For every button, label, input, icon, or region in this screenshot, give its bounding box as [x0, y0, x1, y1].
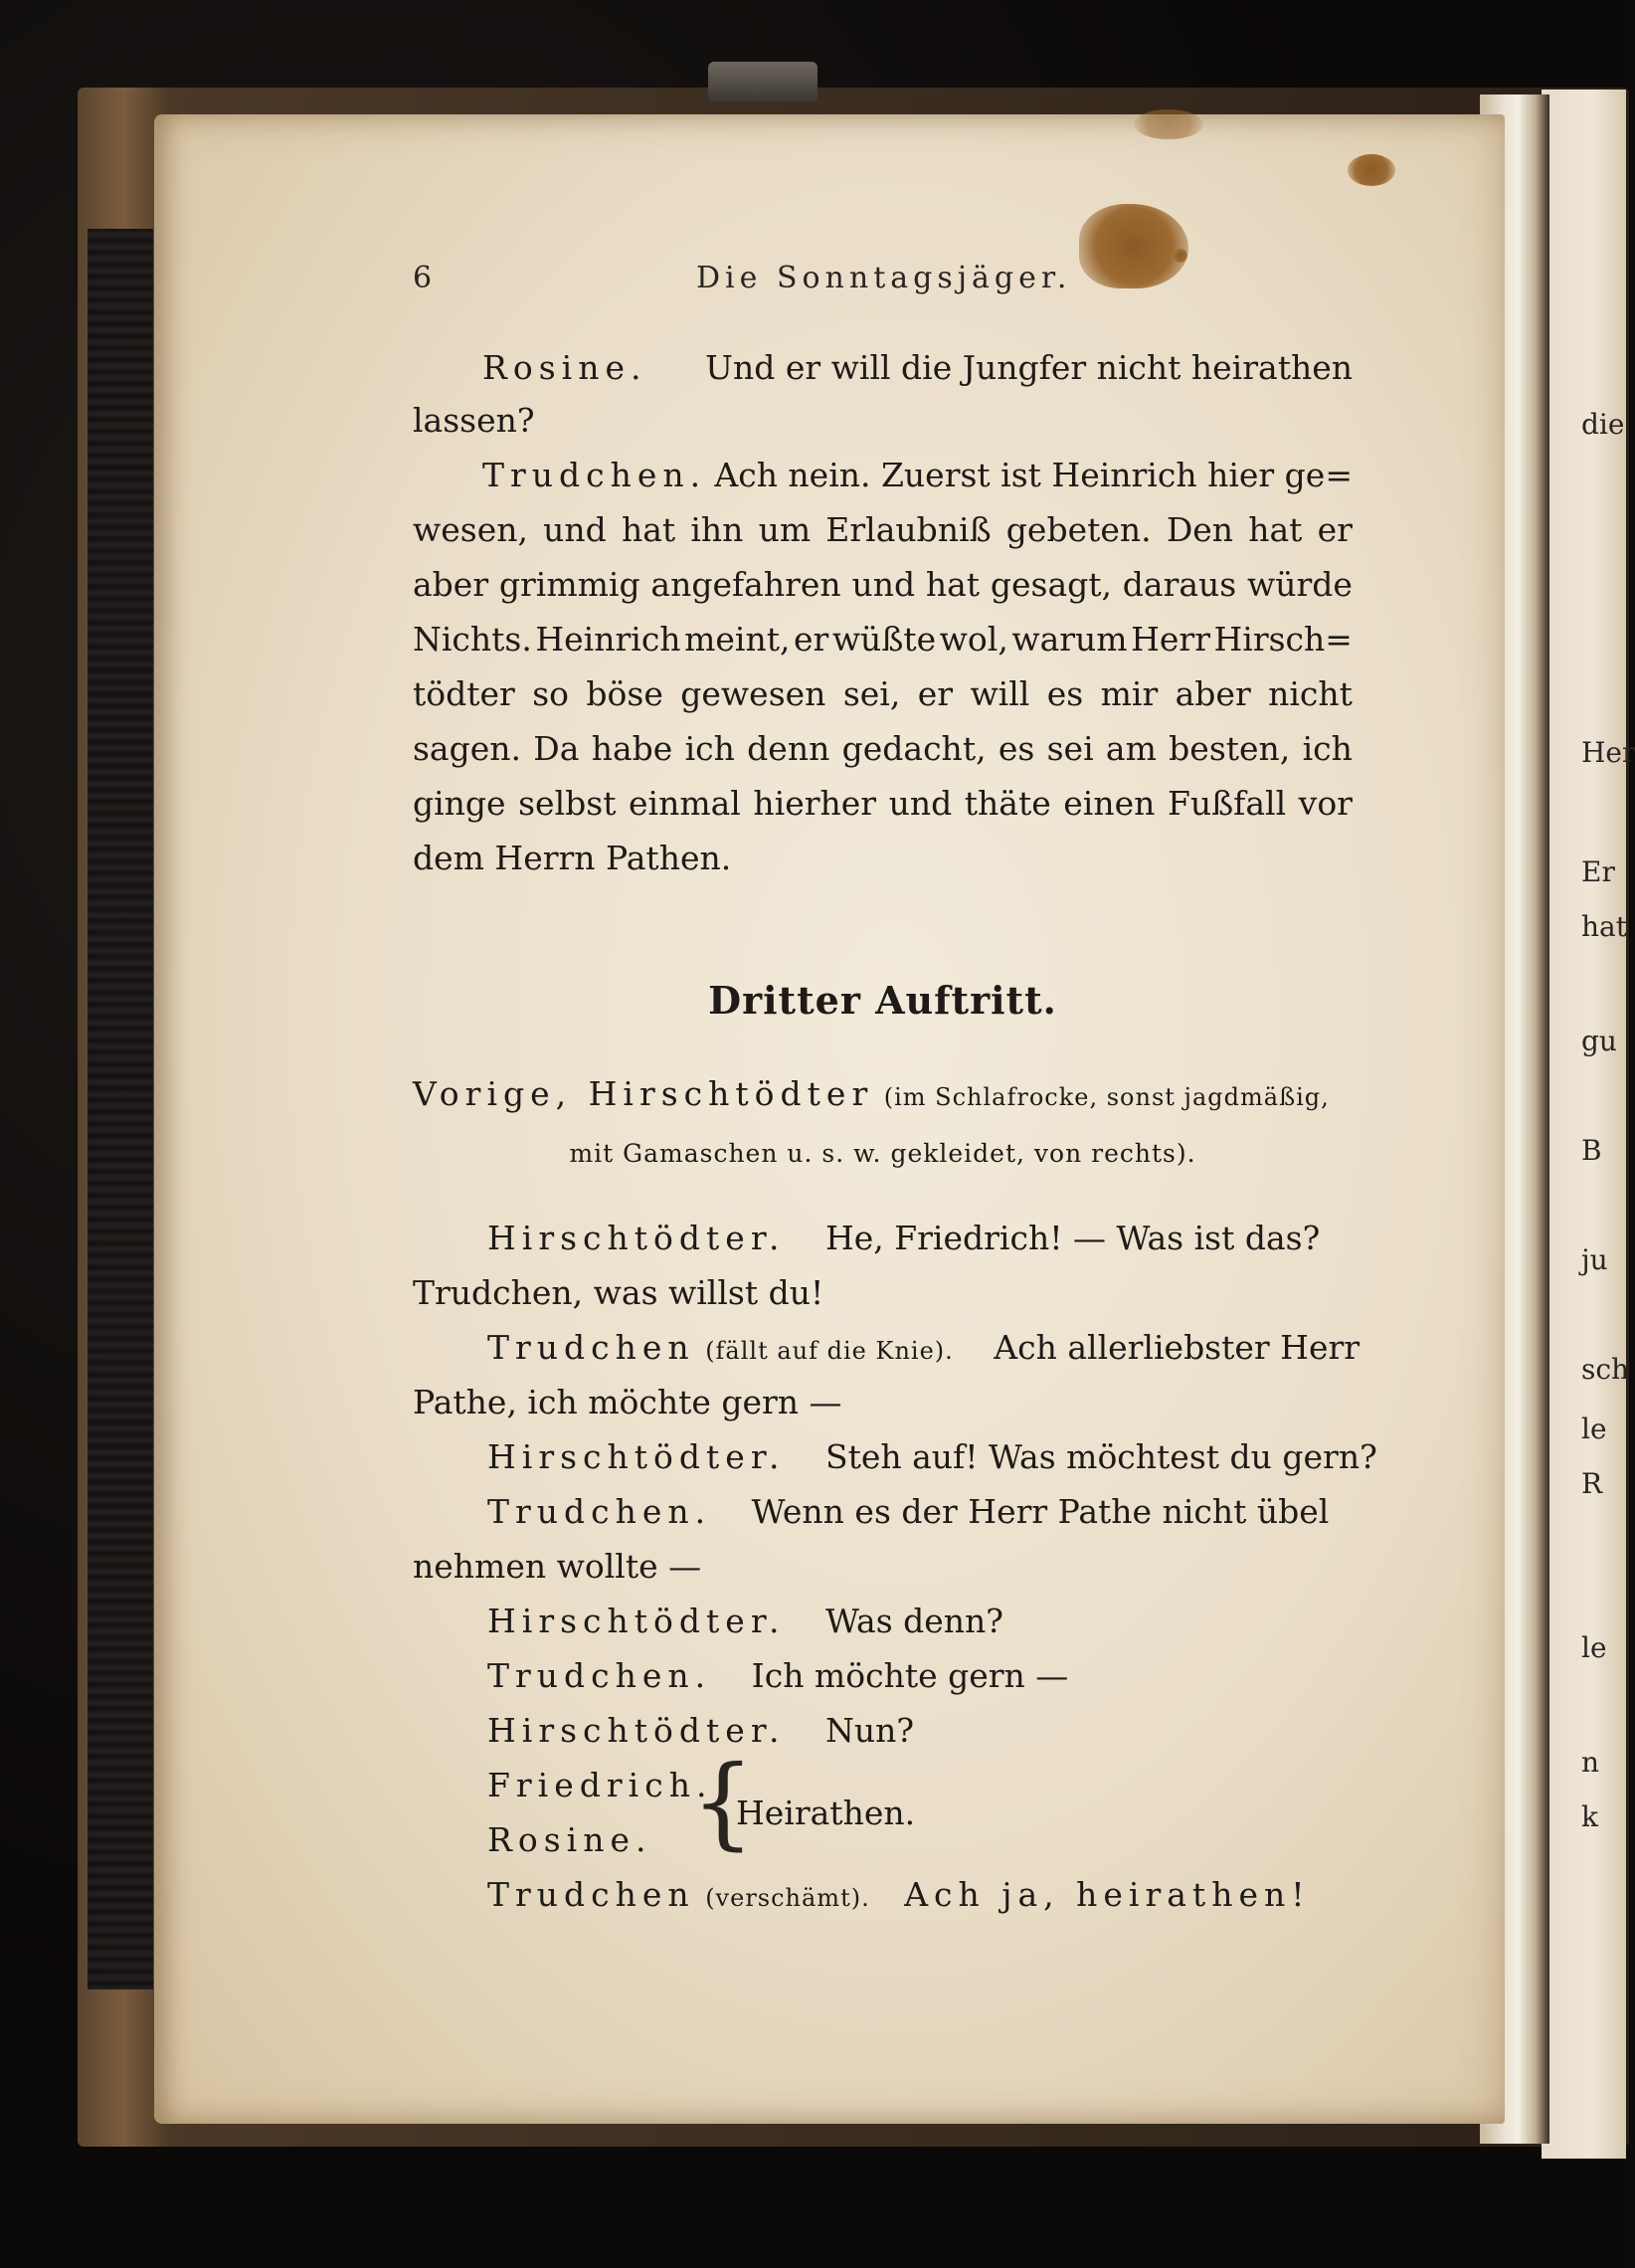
dialogue-text: Heirathen. — [736, 1794, 916, 1832]
text-line: dem Herrn Pathen. — [413, 839, 732, 877]
speaker-name: Rosine. — [487, 1820, 652, 1859]
dialogue-text: Ach ja, heirathen! — [904, 1875, 1311, 1914]
facing-page-fragment: le — [1581, 1631, 1607, 1664]
dialogue-text: Ich möchte gern — — [751, 1656, 1069, 1695]
facing-page-fragment: sch — [1581, 1353, 1630, 1386]
facing-page-fragment: B — [1581, 1134, 1602, 1167]
facing-page-fragment: n — [1581, 1746, 1600, 1779]
dialogue-text: Und er will die Jungfer nicht heirathen — [705, 348, 1353, 387]
scene-heading: Dritter Auftritt. — [708, 978, 1057, 1023]
facing-page — [1542, 90, 1626, 2159]
speaker-name: Trudchen. — [487, 1656, 712, 1695]
text-line — [413, 348, 1353, 387]
foxing-stain — [1348, 154, 1395, 186]
text-line: lassen? — [413, 401, 535, 440]
dialogue-text: Nun? — [824, 1711, 915, 1750]
brace-symbol: { — [691, 1744, 755, 1860]
speaker-name: Hirschtödter. — [487, 1219, 786, 1257]
page-header — [413, 261, 1353, 310]
stage-direction-text: (fällt auf die Knie). — [705, 1337, 954, 1365]
dialogue-line: Trudchen, was willst du! — [413, 1273, 824, 1312]
text-line: ginge selbst einmal hierher und thäte einen Fußfall vor — [413, 784, 1353, 823]
speaker-name: Trudchen. — [482, 456, 707, 494]
text-line: sagen. Da habe ich denn gedacht, es sei am besten, ich — [413, 729, 1353, 768]
dialogue-line — [487, 1875, 1311, 1914]
book-spine-edge — [88, 229, 153, 1989]
stage-direction-text: (im Schlafrocke, sonst jagdmäßig, — [883, 1083, 1330, 1111]
facing-page-fragment: Er — [1581, 855, 1615, 888]
facing-page-fragment: Her — [1581, 736, 1635, 769]
dialogue-line — [487, 1328, 1360, 1367]
dialogue-line: nehmen wollte — — [413, 1547, 702, 1586]
stage-direction-text: (verschämt). — [705, 1884, 870, 1912]
dialogue-text: Steh auf! Was möchtest du gern? — [824, 1437, 1377, 1476]
book-clasp — [708, 62, 818, 101]
dialogue-line — [487, 1492, 1329, 1531]
text-line: Nichts. Heinrich meint, er wüßte wol, warum Herr Hirsch= — [413, 620, 1353, 659]
facing-page-fragment: k — [1581, 1800, 1598, 1833]
facing-page-fragment: die — [1581, 408, 1625, 441]
speaker-name: Friedrich. — [487, 1766, 713, 1804]
facing-page-fragment: R — [1581, 1467, 1603, 1500]
foxing-stain — [1134, 109, 1203, 139]
dialogue-text: Wenn es der Herr Pathe nicht übel — [751, 1492, 1330, 1531]
text-line: tödter so böse gewesen sei, er will es mir aber nicht — [413, 674, 1353, 713]
dialogue-text: Was denn? — [824, 1602, 1003, 1640]
speaker-name: Trudchen — [487, 1328, 695, 1367]
facing-page-fragment: hat — [1581, 910, 1627, 943]
speaker-name: Rosine. — [482, 348, 647, 387]
running-title: Die Sonntagsjäger. — [696, 261, 1072, 295]
dialogue-line: Pathe, ich möchte gern — — [413, 1383, 842, 1421]
speaker-name: Trudchen — [487, 1875, 695, 1914]
dialogue-line — [487, 1219, 1320, 1257]
facing-page-fragment: gu — [1581, 1025, 1617, 1057]
dialogue-text: He, Friedrich! — Was ist das? — [824, 1219, 1321, 1257]
dialogue-text: Ach nein. Zuerst ist Heinrich hier ge= — [714, 456, 1353, 494]
dialogue-line — [487, 1437, 1377, 1476]
page-number: 6 — [413, 261, 433, 295]
facing-page-fragment: le — [1581, 1413, 1607, 1445]
stage-direction-line — [413, 1074, 1330, 1113]
dialogue-text: Ach allerliebster Herr — [994, 1328, 1361, 1367]
dialogue-line — [487, 1602, 1003, 1640]
text-line — [413, 456, 1353, 494]
speaker-name: Hirschtödter. — [487, 1602, 786, 1640]
stage-characters: Vorige, Hirschtödter — [413, 1074, 874, 1113]
text-line: aber grimmig angefahren und hat gesagt, daraus würde — [413, 565, 1353, 604]
speaker-name: Hirschtödter. — [487, 1711, 786, 1750]
speaker-name: Trudchen. — [487, 1492, 712, 1531]
dialogue-line — [487, 1656, 1068, 1695]
speaker-name: Hirschtödter. — [487, 1437, 786, 1476]
facing-page-fragment: ju — [1581, 1243, 1608, 1276]
stage-direction-line: mit Gamaschen u. s. w. gekleidet, von rechts). — [569, 1139, 1196, 1168]
text-line: wesen, und hat ihn um Erlaubniß gebeten. Den hat er — [413, 510, 1353, 549]
